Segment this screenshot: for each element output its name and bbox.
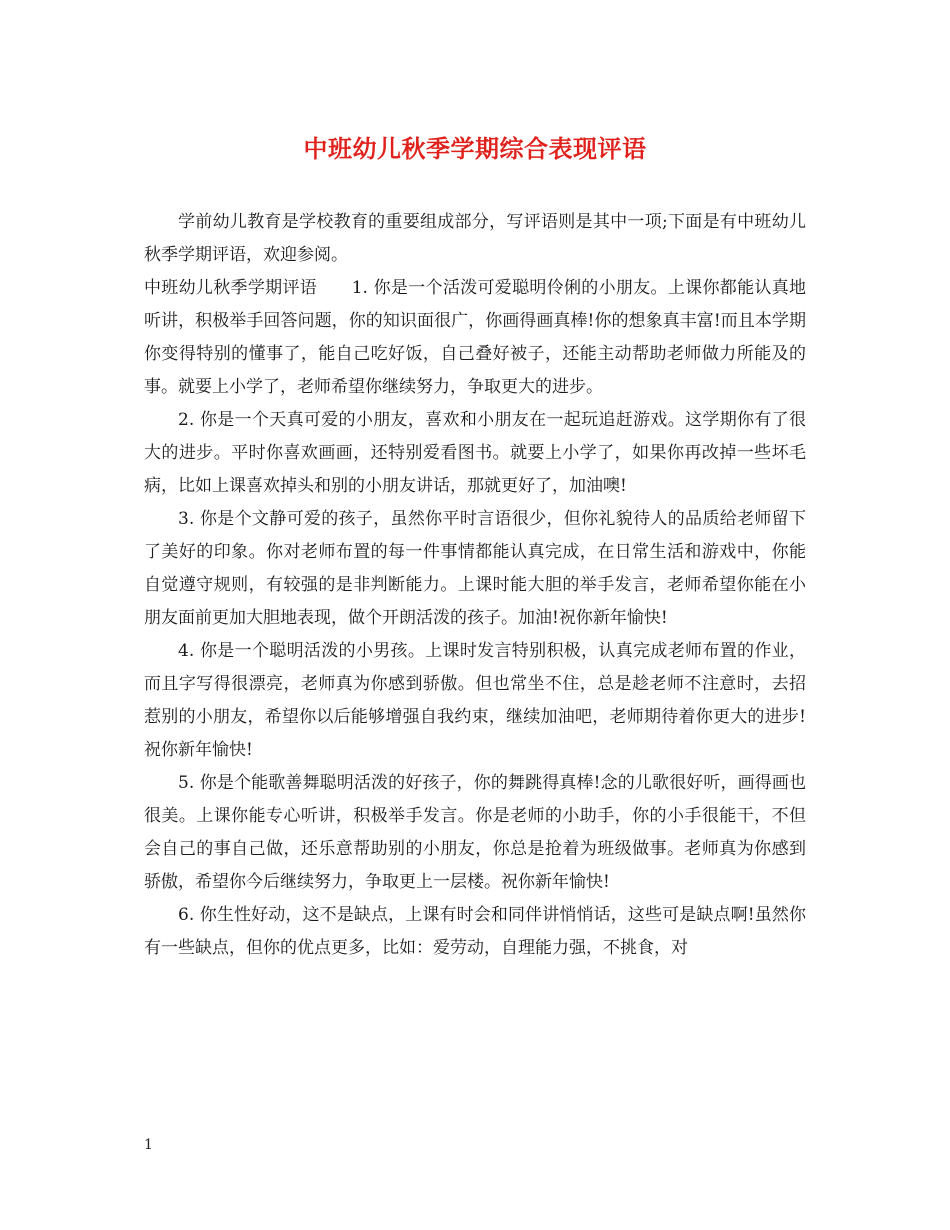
comment-paragraph-6: 6. 你生性好动，这不是缺点，上课有时会和同伴讲悄悄话，这些可是缺点啊!虽然你有一些缺点，但你的优点更多，比如：爱劳动，自理能力强，不挑食，对 [144, 905, 806, 958]
document-body [144, 206, 806, 965]
comment-paragraph-4: 4. 你是一个聪明活泼的小男孩。上课时发言特别积极，认真完成老师布置的作业，而且字写得很漂亮，老师真为你感到骄傲。但也常坐不住，总是趁老师不注意时，去招惹别的小朋友，希望你以后能够增强自我约束，继续加油吧，老师期待着你更大的进步!祝你新年愉快! [144, 641, 806, 760]
page-number: 1 [144, 1137, 153, 1153]
comment-paragraph-5: 5. 你是个能歌善舞聪明活泼的好孩子，你的舞跳得真棒!念的儿歌很好听，画得画也很美。上课你能专心听讲，积极举手发言。你是老师的小助手，你的小手很能干，不但会自己的事自己做，还乐意帮助别的小朋友，你总是抢着为班级做事。老师真为你感到骄傲，希望你今后继续努力，争取更上一层楼。祝你新年愉快! [144, 773, 806, 892]
comment-paragraph-2: 2. 你是一个天真可爱的小朋友，喜欢和小朋友在一起玩追赶游戏。这学期你有了很大的进步。平时你喜欢画画，还特别爱看图书。就要上小学了，如果你再改掉一些坏毛病，比如上课喜欢掉头和别的小朋友讲话，那就更好了，加油噢! [144, 410, 806, 496]
comment-paragraph-1: 中班幼儿秋季学期评语 1. 你是一个活泼可爱聪明伶俐的小朋友。上课你都能认真地听讲，积极举手回答问题，你的知识面很广，你画得画真棒!你的想象真丰富!而且本学期你变得特别的懂事了，能自己吃好饭，自己叠好被子，还能主动帮助老师做力所能及的事。就要上小学了，老师希望你继续努力，争取更大的进步。 [144, 278, 806, 397]
comment-paragraph-3: 3. 你是个文静可爱的孩子，虽然你平时言语很少，但你礼貌待人的品质给老师留下了美好的印象。你对老师布置的每一件事情都能认真完成，在日常生活和游戏中，你能自觉遵守规则，有较强的是非判断能力。上课时能大胆的举手发言，老师希望你能在小朋友面前更加大胆地表现，做个开朗活泼的孩子。加油!祝你新年愉快! [144, 509, 806, 628]
intro-paragraph: 学前幼儿教育是学校教育的重要组成部分，写评语则是其中一项;下面是有中班幼儿秋季学期评语，欢迎参阅。 [144, 212, 806, 265]
document-title: 中班幼儿秋季学期综合表现评语 [303, 134, 647, 163]
